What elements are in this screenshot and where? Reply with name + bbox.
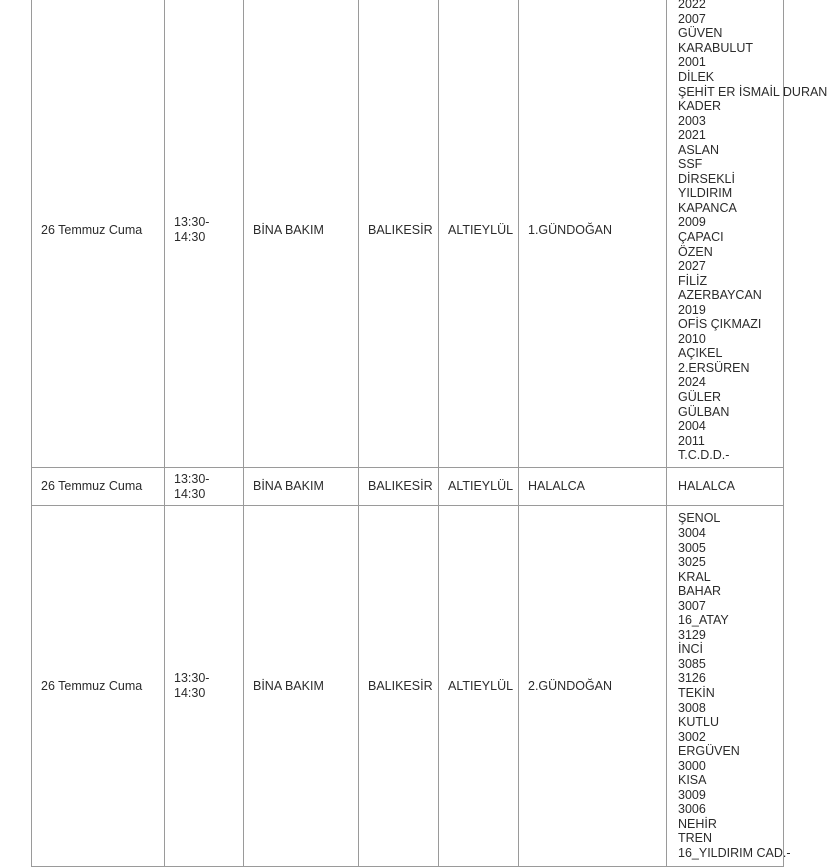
time-start: 13:30- <box>174 215 210 230</box>
street-name: 2011 <box>678 433 705 448</box>
time-cell <box>165 468 244 506</box>
street-name: 2004 <box>678 419 706 434</box>
street-name: KRAL <box>678 569 711 584</box>
street-name: ÖZEN <box>678 244 713 259</box>
street-name: DİLEK <box>678 69 715 84</box>
street-name: ERGÜVEN <box>678 744 740 759</box>
street-name: SSF <box>678 157 703 172</box>
street-name: 3007 <box>678 598 706 613</box>
street-name: 3009 <box>678 787 706 802</box>
time-cell <box>165 0 244 468</box>
time-start: 13:30- <box>174 471 210 486</box>
street-name: 3129 <box>678 627 706 642</box>
district-cell: ALTIEYLÜL <box>439 0 519 468</box>
street-name: 2019 <box>678 302 706 317</box>
street-name: 2.ERSÜREN <box>678 360 750 375</box>
street-name: GÜLBAN <box>678 404 730 419</box>
outage-schedule-table <box>31 0 827 867</box>
date-cell: 26 Temmuz Cuma <box>32 0 165 468</box>
district-cell: ALTIEYLÜL <box>439 506 519 867</box>
street-name: TREN <box>678 831 713 846</box>
street-name: 3008 <box>678 700 706 715</box>
street-name: 2009 <box>678 215 706 230</box>
street-name: 3126 <box>678 671 706 686</box>
street-name: BAHAR <box>678 584 722 599</box>
neighborhood-cell: 1.GÜNDOĞAN <box>519 0 667 468</box>
streets-cell <box>667 0 827 468</box>
date-cell: 26 Temmuz Cuma <box>32 468 165 506</box>
neighborhood-cell: HALALCA <box>519 468 667 506</box>
work-type-cell: BİNA BAKIM <box>244 506 359 867</box>
street-name: NEHİR <box>678 816 717 831</box>
street-name: 2022 <box>678 0 706 12</box>
work-type-cell: BİNA BAKIM <box>244 0 359 468</box>
street-name: GÜVEN <box>678 26 723 41</box>
street-name: 2003 <box>678 113 706 128</box>
street-name: TEKİN <box>678 686 715 700</box>
street-name: 3006 <box>678 802 706 817</box>
table-row <box>32 468 784 506</box>
street-name: ASLAN <box>678 142 719 157</box>
street-name: KUTLU <box>678 715 719 730</box>
street-name: AZERBAYCAN <box>678 288 762 303</box>
street-name: KAPANCA <box>678 200 737 215</box>
street-name: 2027 <box>678 259 706 274</box>
street-name: 3000 <box>678 758 706 773</box>
time-cell <box>165 506 244 867</box>
neighborhood-cell: 2.GÜNDOĞAN <box>519 506 667 867</box>
city-cell: BALIKESİR <box>359 0 439 468</box>
district-cell: ALTIEYLÜL <box>439 468 519 506</box>
time-end: 14:30 <box>174 230 206 244</box>
date-cell: 26 Temmuz Cuma <box>32 506 165 867</box>
street-name: ŞENOL <box>678 511 721 526</box>
time-end: 14:30 <box>174 486 206 501</box>
street-name: 2024 <box>678 375 706 390</box>
city-cell: BALIKESİR <box>359 506 439 867</box>
street-name: 3002 <box>678 729 706 744</box>
street-name: ŞEHİT ER İSMAİL DURAN <box>678 84 827 99</box>
street-name: 2021 <box>678 128 706 143</box>
street-name: 16_ATAY <box>678 613 729 628</box>
street-name: 2001 <box>678 55 706 70</box>
street-name: T.C.D.D.- <box>678 448 730 463</box>
street-name: 3005 <box>678 540 706 555</box>
street-name: 2010 <box>678 331 706 346</box>
table-row <box>32 0 784 468</box>
street-name: DİRSEKLİ <box>678 171 735 186</box>
street-name: İNCİ <box>678 642 703 657</box>
street-name: HALALCA <box>678 479 735 494</box>
street-name: AÇIKEL <box>678 346 723 361</box>
street-name: 2007 <box>678 11 706 26</box>
street-name: FİLİZ <box>678 273 708 288</box>
streets-cell <box>667 468 784 506</box>
streets-cell <box>667 506 791 867</box>
time-end: 14:30 <box>174 686 206 700</box>
street-name: 3025 <box>678 555 706 570</box>
street-name: YILDIRIM <box>678 186 733 201</box>
street-name: GÜLER <box>678 390 722 405</box>
street-name: 16_YILDIRIM CAD.- <box>678 846 791 861</box>
city-cell: BALIKESİR <box>359 468 439 506</box>
work-type-cell: BİNA BAKIM <box>244 468 359 506</box>
time-start: 13:30- <box>174 671 210 686</box>
street-name: ÇAPACI <box>678 230 724 244</box>
street-name: KISA <box>678 773 707 788</box>
street-name: 3004 <box>678 525 706 540</box>
street-name: KARABULUT <box>678 40 754 55</box>
street-name: KADER <box>678 99 722 114</box>
street-name: 3085 <box>678 656 706 671</box>
table-row <box>32 506 784 867</box>
street-name: OFİS ÇIKMAZI <box>678 317 762 332</box>
